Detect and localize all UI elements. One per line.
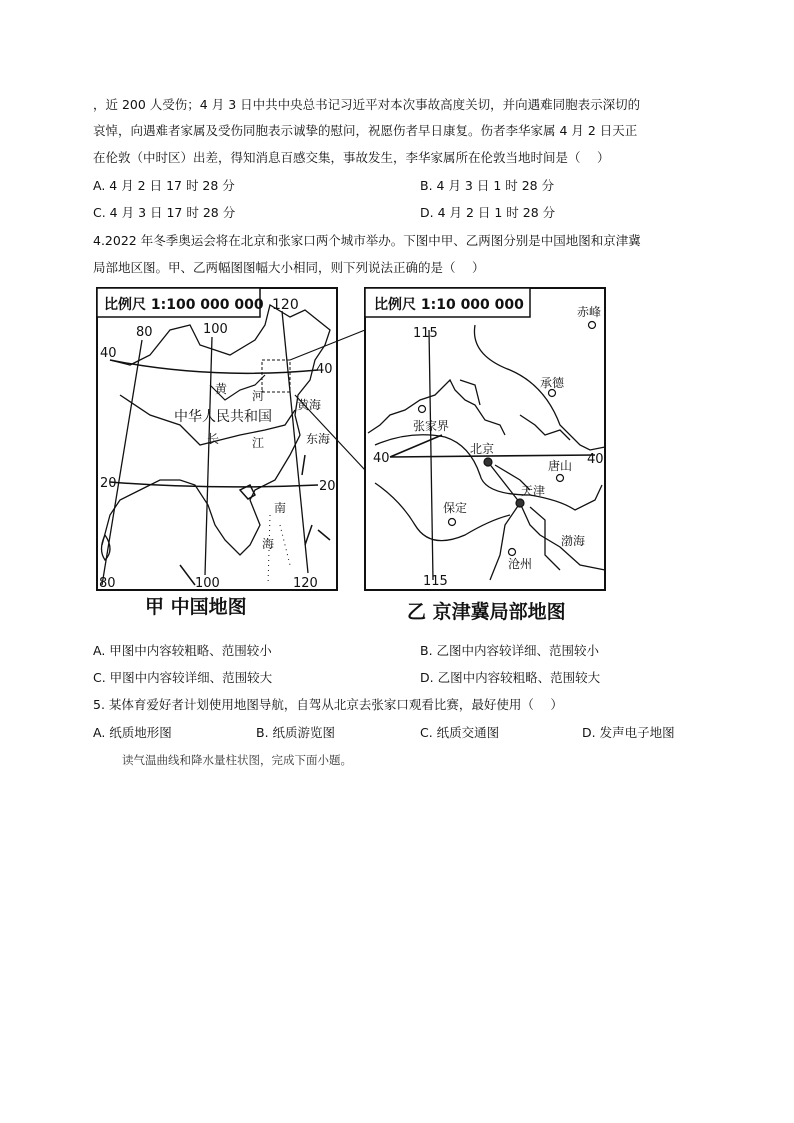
beijing-marker bbox=[484, 458, 492, 466]
cangzhou-marker bbox=[509, 549, 516, 556]
map-a-caption: 甲 中国地图 bbox=[145, 596, 247, 618]
label-tangshan: 唐山 bbox=[548, 459, 573, 473]
q3-option-a: A. 4 月 2 日 17 时 28 分 bbox=[93, 178, 235, 193]
lon-115-top: 115 bbox=[413, 326, 438, 341]
q4-option-c: C. 甲图中内容较详细、范围较大 bbox=[93, 670, 273, 685]
chifeng-marker bbox=[589, 322, 596, 329]
label-bohai: 渤海 bbox=[561, 534, 586, 548]
q3-option-d: D. 4 月 2 日 1 时 28 分 bbox=[420, 205, 556, 220]
q3-line-3: 在伦敦（中时区）出差，得知消息百感交集，事故发生，李华家属所在伦敦当地时间是（ ） bbox=[93, 150, 610, 165]
label-chengde: 承德 bbox=[540, 376, 565, 390]
q4-option-a: A. 甲图中内容较粗略、范围较小 bbox=[93, 643, 272, 658]
map-china-labels bbox=[99, 296, 336, 618]
lat-40-right: 40 bbox=[316, 362, 333, 377]
label-jiang: 江 bbox=[252, 436, 265, 450]
lon-100-bottom: 100 bbox=[195, 576, 220, 591]
label-zhangjiajie: 张家界 bbox=[413, 419, 450, 433]
lat-40-left: 40 bbox=[100, 346, 117, 361]
label-donghai: 东海 bbox=[306, 432, 331, 446]
label-country: 中华人民共和国 bbox=[174, 409, 272, 425]
chengde-marker bbox=[549, 390, 556, 397]
map-figure bbox=[90, 285, 630, 625]
lon-100-top: 100 bbox=[203, 322, 228, 337]
lat-20-right: 20 bbox=[319, 479, 336, 494]
label-beijing: 北京 bbox=[470, 442, 495, 456]
label-nan: 南 bbox=[274, 501, 287, 515]
map-b-scale: 比例尺 1:10 000 000 bbox=[374, 297, 524, 313]
lon-80-bottom: 80 bbox=[99, 576, 116, 591]
q3-line-2: 哀悼，向遇难者家属及受伤同胞表示诚挚的慰问，祝愿伤者早日康复。伤者李华家属 4 月 2 日天正 bbox=[93, 123, 638, 138]
q3-option-b: B. 4 月 3 日 1 时 28 分 bbox=[420, 178, 555, 193]
label-hai: 海 bbox=[262, 537, 275, 551]
tangshan-marker bbox=[557, 475, 564, 482]
lon-120-bottom: 120 bbox=[293, 576, 318, 591]
q5-line: 5. 某体育爱好者计划使用地图导航，自驾从北京去张家口观看比赛，最好使用（ ） bbox=[93, 697, 563, 712]
q3-option-c: C. 4 月 3 日 17 时 28 分 bbox=[93, 205, 236, 220]
label-tianjin: 天津 bbox=[521, 484, 546, 498]
label-cangzhou: 沧州 bbox=[508, 557, 533, 571]
q5-option-c: C. 纸质交通图 bbox=[420, 725, 500, 740]
lat-20-left: 20 bbox=[100, 476, 117, 491]
next-question-intro: 读气温曲线和降水量柱状图，完成下面小题。 bbox=[122, 753, 352, 767]
map-b-caption: 乙 京津冀局部地图 bbox=[407, 601, 566, 623]
q4-option-d: D. 乙图中内容较粗略、范围较大 bbox=[420, 670, 601, 685]
label-huanghai: 黄海 bbox=[297, 398, 322, 412]
baoding-marker bbox=[449, 519, 456, 526]
q4-option-b: B. 乙图中内容较详细、范围较小 bbox=[420, 643, 600, 658]
label-huang: 黄 bbox=[215, 382, 228, 396]
q5-option-a: A. 纸质地形图 bbox=[93, 725, 172, 740]
label-chang: 长 bbox=[207, 432, 220, 446]
lat-40-left-b: 40 bbox=[373, 451, 390, 466]
q4-line-2: 局部地区图。甲、乙两幅图图幅大小相同，则下列说法正确的是（ ） bbox=[93, 260, 485, 275]
q5-option-b: B. 纸质游览图 bbox=[256, 725, 336, 740]
lon-120-top: 120 bbox=[272, 297, 299, 313]
q5-option-d: D. 发声电子地图 bbox=[582, 725, 675, 740]
lat-40-right-b: 40 bbox=[587, 452, 604, 467]
q3-line-1: ，近 200 人受伤；4 月 3 日中共中央总书记习近平对本次事故高度关切，并向遇难同胞表示深切的 bbox=[93, 97, 641, 112]
label-he: 河 bbox=[252, 389, 265, 403]
lon-115-bottom: 115 bbox=[423, 574, 448, 589]
lon-80-top: 80 bbox=[136, 325, 153, 340]
zhangjiajie-marker bbox=[419, 406, 426, 413]
map-a-scale: 比例尺 1:100 000 000 bbox=[104, 297, 264, 313]
label-baoding: 保定 bbox=[443, 501, 468, 515]
q4-line-1: 4.2022 年冬季奥运会将在北京和张家口两个城市举办。下图中甲、乙两图分别是中国地图和京津冀 bbox=[93, 233, 641, 248]
label-chifeng: 赤峰 bbox=[577, 305, 602, 319]
tianjin-marker bbox=[516, 499, 524, 507]
